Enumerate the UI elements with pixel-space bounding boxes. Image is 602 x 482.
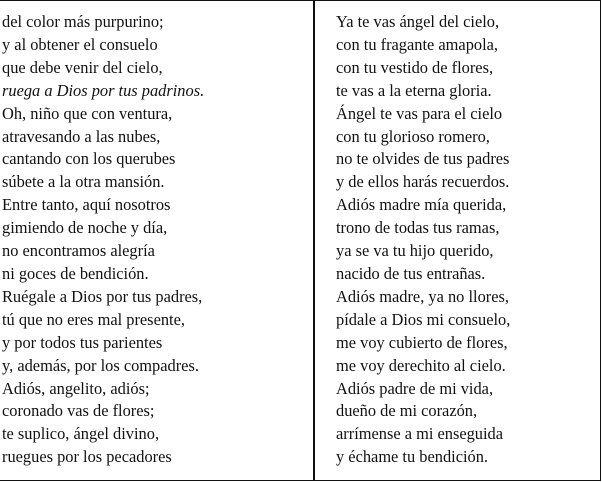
poem-line: atravesando a las nubes, (2, 126, 161, 146)
left-column (2, 11, 204, 469)
poem-line: que debe venir del cielo, (2, 57, 163, 77)
right-column (336, 11, 510, 469)
poem-line: Ya te vas ángel del cielo, (336, 12, 500, 31)
poem-line: ya se va tu hijo querido, (336, 241, 494, 261)
poem-line: y, además, por los compadres. (2, 355, 199, 375)
poem-line: y por todos tus parientes (2, 332, 163, 352)
poem-line: del color más purpurino; (2, 12, 164, 31)
poem-line: me voy derechito al cielo. (336, 355, 506, 375)
poem-line: ni goces de bendición. (2, 263, 149, 283)
poem-line: Oh, niño que con ventura, (2, 103, 173, 123)
poem-line: ruegues por los pecadores (2, 447, 172, 467)
poem-line: Adiós madre, ya no llores, (336, 286, 509, 306)
poem-line: nacido de tus entrañas. (336, 263, 486, 283)
poem-line: no encontramos alegría (2, 241, 155, 261)
poem-line: no te olvides de tus padres (336, 149, 510, 169)
poem-line: Adiós, angelito, adiós; (2, 378, 150, 398)
poem-line: coronado vas de flores; (2, 401, 155, 421)
poem-line: con tu fragante amapola, (336, 34, 499, 54)
poem-line: con tu glorioso romero, (336, 126, 490, 146)
poem-line: Ruégale a Dios por tus padres, (2, 286, 203, 306)
poem-line: ruega a Dios por tus padrinos. (2, 80, 205, 100)
poem-line: gimiendo de noche y día, (2, 218, 168, 238)
poem-line: trono de todas tus ramas, (336, 218, 500, 238)
poem-line: arrímense a mi enseguida (336, 424, 504, 444)
poem-line: me voy cubierto de flores, (336, 332, 508, 352)
column-divider (313, 0, 315, 481)
poem-line: pídale a Dios mi consuelo, (336, 309, 511, 329)
poem-line: Ángel te vas para el cielo (336, 103, 503, 123)
poem-line: Adiós madre mía querida, (336, 195, 507, 215)
poem-line: te suplico, ángel divino, (2, 424, 160, 444)
poem-line: cantando con los querubes (2, 149, 176, 169)
poem-line: Entre tanto, aquí nosotros (2, 195, 171, 215)
poem-line: te vas a la eterna gloria. (336, 80, 492, 100)
poem-line: Adiós padre de mi vida, (336, 378, 494, 398)
poem-line: y de ellos harás recuerdos. (336, 172, 510, 192)
poem-line: y al obtener el consuelo (2, 34, 158, 54)
poem-line: súbete a la otra mansión. (2, 172, 165, 192)
poem-line: dueño de mi corazón, (336, 401, 478, 421)
poem-line: tú que no eres mal presente, (2, 309, 185, 329)
poem-line: con tu vestido de flores, (336, 57, 494, 77)
poem-line: y échame tu bendición. (336, 447, 489, 467)
